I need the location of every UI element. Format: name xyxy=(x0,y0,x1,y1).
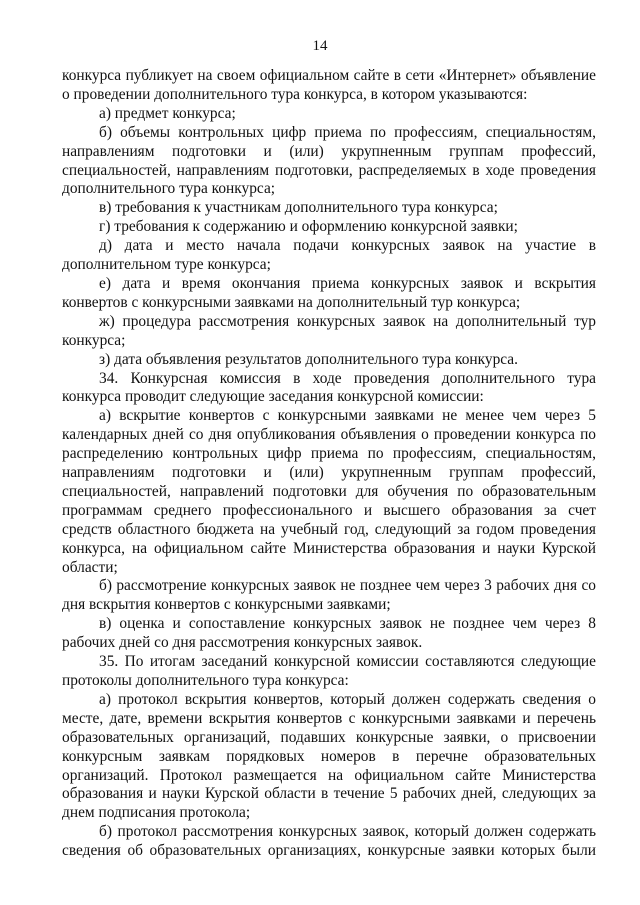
document-body xyxy=(62,67,596,861)
paragraph-continuation: конкурса публикует на своем официальном сайте в сети «Интернет» объявление о проведении дополнительного тура конкурса, в котором указываются: xyxy=(62,67,596,103)
clause-34-item-v: в) оценка и сопоставление конкурсных заявок не позднее чем через 8 рабочих дней со дня рассмотрения конкурсных заявок. xyxy=(62,615,596,652)
clause-34: 34. Конкурсная комиссия в ходе проведения дополнительного тура конкурса проводит следующие заседания конкурсной комиссии: xyxy=(62,369,596,406)
list-item-a-subject: а) предмет конкурса; xyxy=(99,104,236,122)
clause-35-item-b: б) протокол рассмотрения конкурсных заявок, который должен содержать сведения об образовательных организациях, конкурсные заявки которых были xyxy=(62,823,596,860)
list-item-b-volumes: б) объемы контрольных цифр приема по профессиям, специальностям, направлениям подготовки и (или) укрупненным группам профессий, специальностей, направлениям подготовки, распределяемых в ходе проведения дополнительного тура конкурса; xyxy=(62,123,596,198)
list-item-zh-procedure: ж) процедура рассмотрения конкурсных заявок на дополнительный тур конкурса; xyxy=(62,312,596,349)
list-item-d-start-date: д) дата и место начала подачи конкурсных заявок на участие в дополнительном туре конкурса; xyxy=(62,237,596,274)
list-item-g-requirements-application: г) требования к содержанию и оформлению конкурсной заявки; xyxy=(99,218,518,236)
clause-34-item-b: б) рассмотрение конкурсных заявок не позднее чем через 3 рабочих дня со дня вскрытия конвертов с конкурсными заявками; xyxy=(62,577,596,614)
clause-35: 35. По итогам заседаний конкурсной комиссии составляются следующие протоколы дополнительного тура конкурса: xyxy=(62,653,596,689)
clause-34-item-a: а) вскрытие конвертов с конкурсными заявками не менее чем через 5 календарных дней со дня опубликования объявления о проведении конкурса по распределению контрольных цифр приема по профессиям, специальностям, направлениям подготовки и (или) укрупненным группам профессий, специальностей, направлений подготовки для обучения по образовательным программам среднего профессионального и высшего образования за счет средств областного бюджета на учебный год, следующий за годом проведения конкурса, на официальном сайте Министерства образования и науки Курской области; xyxy=(62,407,596,576)
list-item-z-results-date: з) дата объявления результатов дополнительного тура конкурса. xyxy=(99,350,518,368)
page-number: 14 xyxy=(312,38,328,54)
clause-35-item-a: а) протокол вскрытия конвертов, который должен содержать сведения о месте, дате, времени вскрытия конвертов с конкурсными заявками и перечень образовательных организаций, подавших конкурсные заявки, о присвоении конкурсным заявкам порядковых номеров в перечне образовательных организаций. Протокол размещается на официальном сайте Министерства образования и науки Курской области в течение 5 рабочих дней, следующих за днем подписания протокола; xyxy=(62,690,596,822)
list-item-e-end-date: е) дата и время окончания приема конкурсных заявок и вскрытия конвертов с конкурсными заявками на дополнительный тур конкурса; xyxy=(62,274,596,311)
list-item-v-requirements-participants: в) требования к участникам дополнительного тура конкурса; xyxy=(99,199,498,217)
